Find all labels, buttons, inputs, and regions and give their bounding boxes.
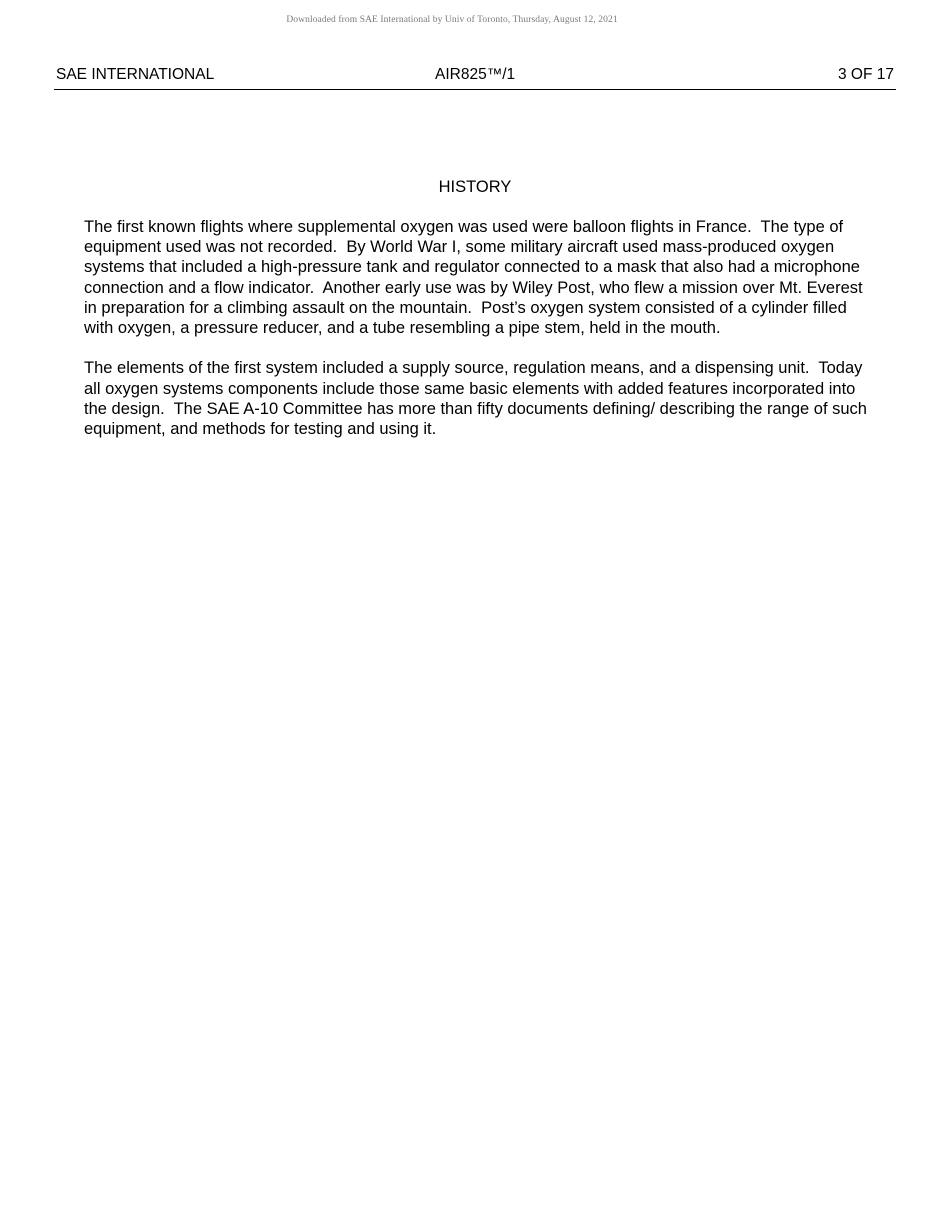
download-watermark: Downloaded from SAE International by Univ of Toronto, Thursday, August 12, 2021 bbox=[286, 15, 618, 25]
section-body bbox=[84, 217, 874, 459]
header-page-indicator: 3 OF 17 bbox=[838, 66, 894, 83]
section-title: HISTORY bbox=[438, 178, 512, 196]
page-header bbox=[54, 66, 896, 90]
header-organization: SAE INTERNATIONAL bbox=[56, 66, 215, 83]
paragraph-history-1: The first known flights where supplemental oxygen was used were balloon flights in France. The type of equipment used was not recorded. By World War I, some military aircraft used mass-produced oxygen systems that included a high-pressure tank and regulator connected to a mask that also had a microphone connection and a flow indicator. Another early use was by Wiley Post, who flew a mission over Mt. Everest in preparation for a climbing assault on the mountain. Post’s oxygen system consisted of a cylinder filled with oxygen, a pressure reducer, and a tube resembling a pipe stem, held in the mouth. bbox=[84, 218, 868, 338]
paragraph-history-2: The elements of the first system included a supply source, regulation means, and a dispensing unit. Today all oxygen systems components include those same basic elements with added features incorporated into the design. The SAE A-10 Committee has more than fifty documents defining/ describing the range of such equipment, and methods for testing and using it. bbox=[84, 359, 872, 439]
header-document-number: AIR825™/1 bbox=[435, 66, 516, 83]
